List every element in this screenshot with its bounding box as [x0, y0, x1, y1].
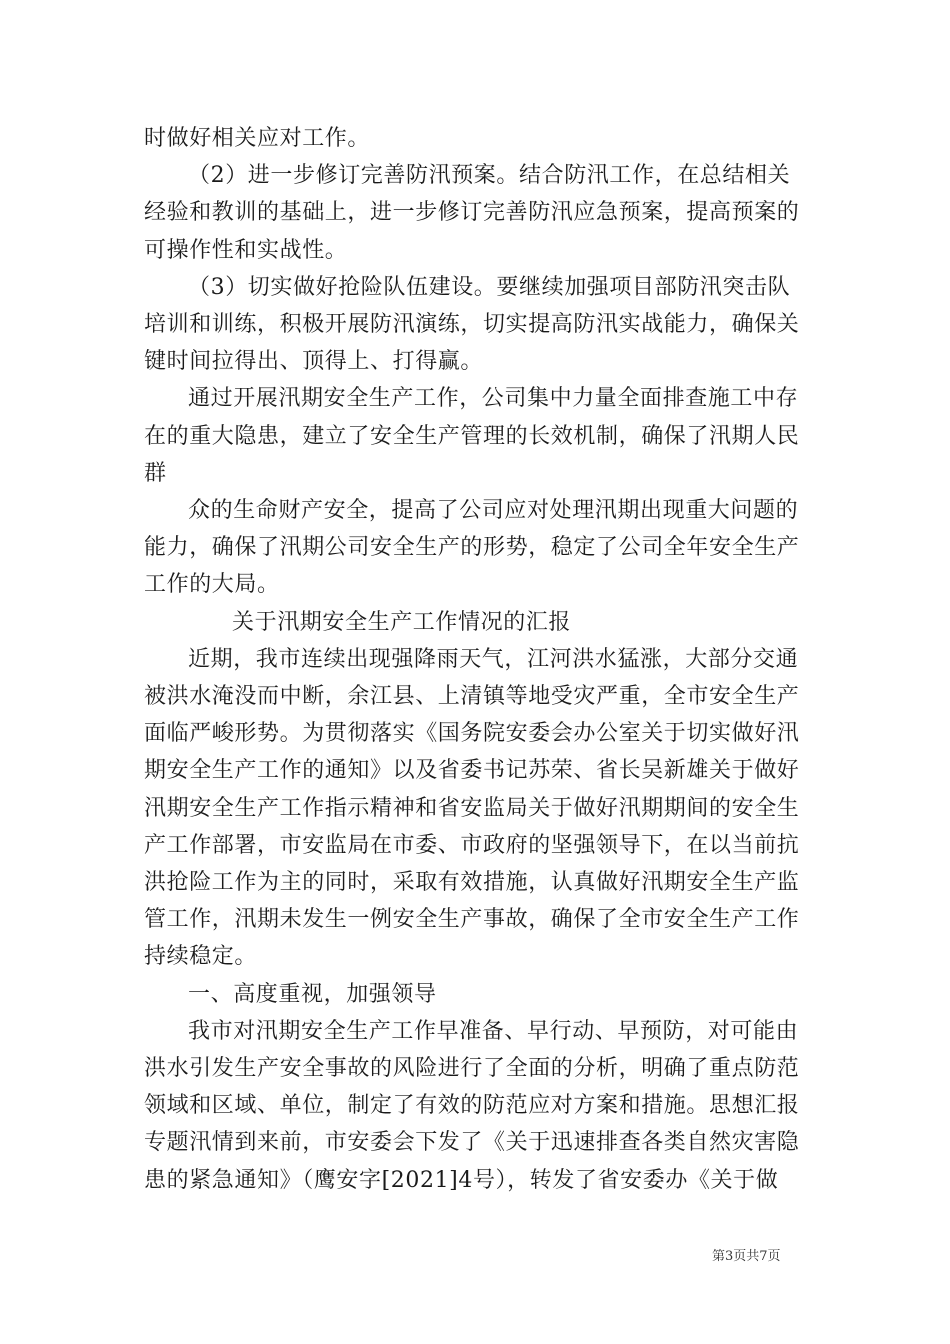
section-title: 关于汛期安全生产工作情况的汇报 [232, 609, 572, 635]
text-line: 群 [144, 460, 167, 486]
text-line: 管工作，汛期未发生一例安全生产事故，确保了全市安全生产工作 [144, 907, 800, 933]
document-body [144, 120, 814, 1199]
text-line: 能力，确保了汛期公司安全生产的形势，稳定了公司全年安全生产 [144, 535, 800, 561]
text-line: 键时间拉得出、顶得上、打得赢。 [144, 349, 484, 375]
text-line: 洪水引发生产安全事故的风险进行了全面的分析，明确了重点防范 [144, 1056, 800, 1082]
text-line: 培训和训练，积极开展防汛演练，切实提高防汛实战能力，确保关 [144, 312, 800, 338]
text-line: 专题汛情到来前，市安委会下发了《关于迅速排查各类自然灾害隐 [144, 1130, 800, 1156]
text-line: 产工作部署，市安监局在市委、市政府的坚强领导下，在以当前抗 [144, 832, 800, 858]
text-line: 工作的大局。 [144, 572, 280, 598]
text-line: 持续稳定。 [144, 944, 258, 970]
text-line: 面临严峻形势。为贯彻落实《国务院安委会办公室关于切实做好汛 [144, 721, 800, 747]
text-line: 被洪水淹没而中断，余江县、上清镇等地受灾严重，全市安全生产 [144, 684, 800, 710]
paragraph-start: 众的生命财产安全，提高了公司应对处理汛期出现重大问题的 [188, 498, 799, 524]
text-line: 期安全生产工作的通知》以及省委书记苏荣、省长吴新雄关于做好 [144, 758, 800, 784]
text-line: 可操作性和实战性。 [144, 237, 348, 263]
paragraph-start: 近期，我市连续出现强降雨天气，江河洪水猛涨，大部分交通 [188, 646, 799, 672]
text-line: 领域和区域、单位，制定了有效的防范应对方案和措施。思想汇报 [144, 1093, 800, 1119]
text-line: 洪抢险工作为主的同时，采取有效措施，认真做好汛期安全生产监 [144, 870, 800, 896]
paragraph-start: （2）进一步修订完善防汛预案。结合防汛工作，在总结相关 [188, 163, 791, 189]
section-heading: 一、高度重视，加强领导 [188, 981, 437, 1007]
text-line: 汛期安全生产工作指示精神和省安监局关于做好汛期期间的安全生 [144, 795, 800, 821]
paragraph-start: （3）切实做好抢险队伍建设。要继续加强项目部防汛突击队 [188, 274, 791, 300]
page-number: 第3页共7页 [712, 1249, 781, 1264]
paragraph-start: 通过开展汛期安全生产工作，公司集中力量全面排查施工中存 [188, 386, 799, 412]
text-line: 在的重大隐患，建立了安全生产管理的长效机制，确保了汛期人民 [144, 423, 800, 449]
paragraph-start: 我市对汛期安全生产工作早准备、早行动、早预防，对可能由 [188, 1018, 799, 1044]
text-line: 经验和教训的基础上，进一步修订完善防汛应急预案，提高预案的 [144, 200, 800, 226]
text-line: 患的紧急通知》（鹰安字[2021]4号），转发了省安委办《关于做 [144, 1167, 779, 1193]
text-line: 时做好相关应对工作。 [144, 126, 371, 151]
